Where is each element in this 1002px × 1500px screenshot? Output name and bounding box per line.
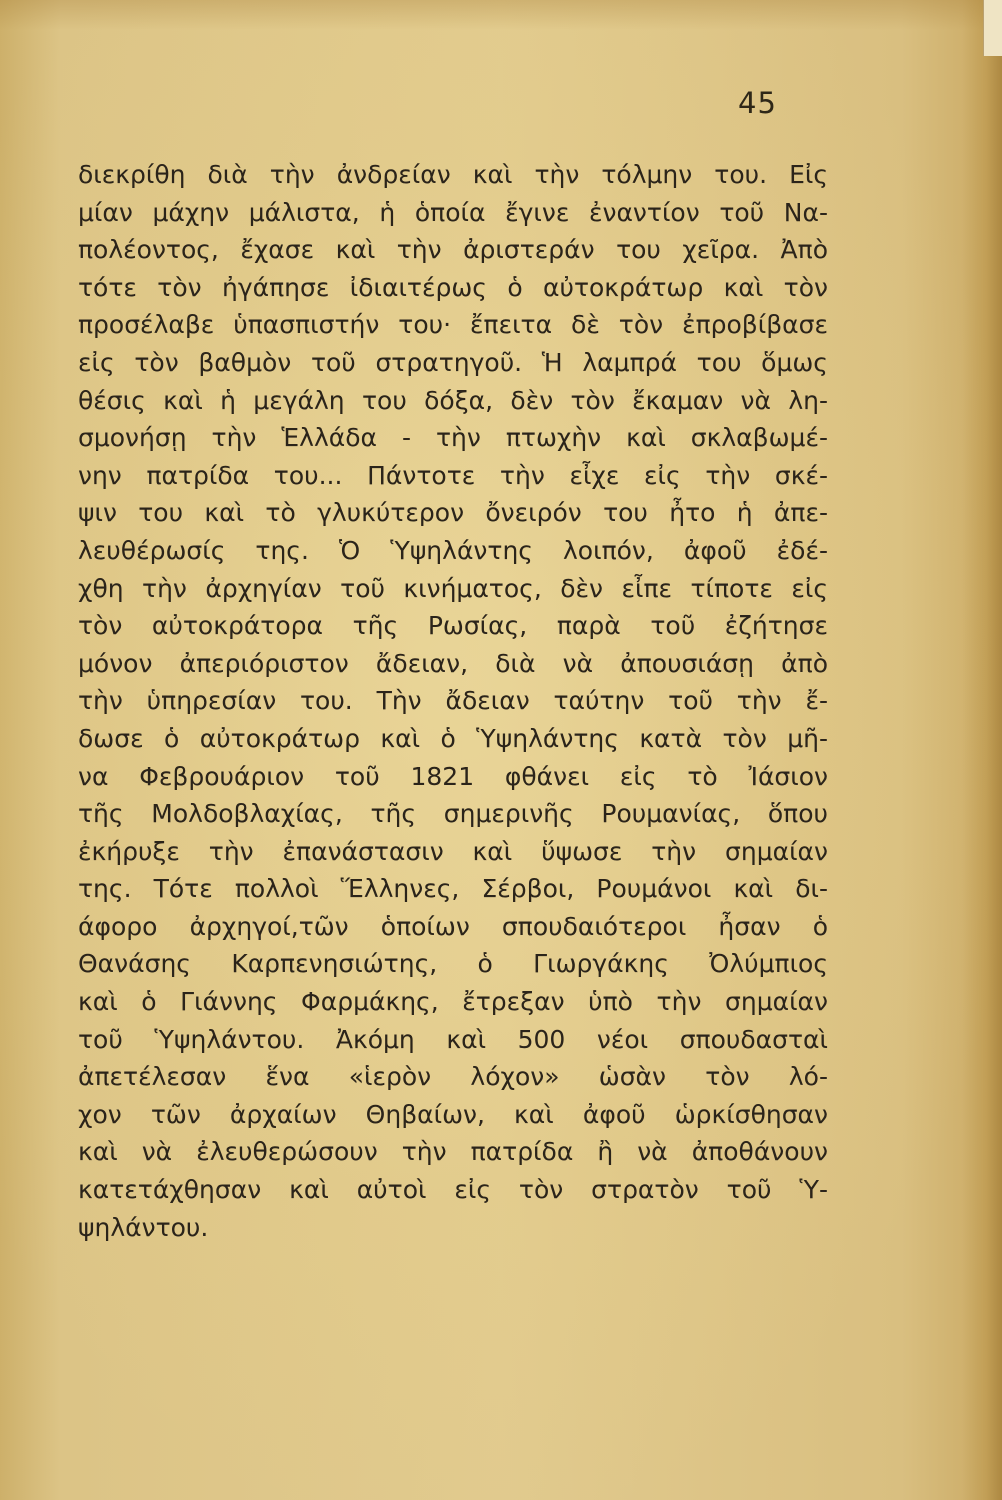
- text-line: λευθέρωσίς της. Ὁ Ὑψηλάντης λοιπόν, ἀφοῦ ἐδέ-: [78, 535, 828, 565]
- text-line: θέσις καὶ ἡ μεγάλη του δόξα, δὲν τὸν ἔκαμαν νὰ λη-: [78, 385, 828, 415]
- body-text: [78, 156, 828, 1246]
- text-line: καὶ νὰ ἐλευθερώσουν τὴν πατρίδα ἢ νὰ ἀποθάνουν: [78, 1137, 828, 1167]
- text-line: να Φεβρουάριον τοῦ 1821 φθάνει εἰς τὸ Ἰάσιον: [78, 761, 828, 791]
- text-line: τότε τὸν ἠγάπησε ἰδιαιτέρως ὁ αὐτοκράτωρ καὶ τὸν: [78, 272, 828, 302]
- text-line: δωσε ὁ αὐτοκράτωρ καὶ ὁ Ὑψηλάντης κατὰ τὸν μῆ-: [78, 723, 828, 753]
- text-line: κατετάχθησαν καὶ αὐτοὶ εἰς τὸν στρατὸν τοῦ Ὑ-: [78, 1175, 828, 1205]
- text-line: χθη τὴν ἀρχηγίαν τοῦ κινήματος, δὲν εἶπε τίποτε εἰς: [78, 573, 828, 603]
- text-line: σμονήσῃ τὴν Ἑλλάδα - τὴν πτωχὴν καὶ σκλαβωμέ-: [78, 423, 828, 453]
- text-line: καὶ ὁ Γιάννης Φαρμάκης, ἔτρεξαν ὑπὸ τὴν σημαίαν: [78, 987, 828, 1017]
- text-line: άφορο ἀρχηγοί,τῶν ὁποίων σπουδαιότεροι ἦσαν ὁ: [78, 911, 828, 941]
- text-line: της. Τότε πολλοὶ Ἕλληνες, Σέρβοι, Ρουμάνοι καὶ δι-: [78, 874, 828, 904]
- text-line: τὸν αὐτοκράτορα τῆς Ρωσίας, παρὰ τοῦ ἐζήτησε: [78, 611, 828, 641]
- page-right-shadow: [962, 0, 1002, 1500]
- text-line: εἰς τὸν βαθμὸν τοῦ στρατηγοῦ. Ἡ λαμπρά του ὅμως: [78, 347, 828, 377]
- text-line: ἐκήρυξε τὴν ἐπανάστασιν καὶ ὕψωσε τὴν σημαίαν: [78, 836, 828, 866]
- text-line: ψηλάντου.: [78, 1212, 209, 1242]
- text-line: ψιν του καὶ τὸ γλυκύτερον ὄνειρόν του ἦτο ἡ ἀπε-: [78, 498, 828, 528]
- text-line: μίαν μάχην μάλιστα, ἡ ὁποία ἔγινε ἐναντίον τοῦ Να-: [78, 197, 828, 227]
- text-line: μόνον ἀπεριόριστον ἄδειαν, διὰ νὰ ἀπουσιάσῃ ἀπὸ: [78, 648, 828, 678]
- text-line: διεκρίθη διὰ τὴν ἀνδρείαν καὶ τὴν τόλμην του. Εἰς: [78, 160, 828, 189]
- page-number: 45: [738, 86, 777, 120]
- text-line: ἀπετέλεσαν ἕνα «ἱερὸν λόχον» ὡσὰν τὸν λό-: [78, 1062, 828, 1092]
- page-top-shadow: [0, 0, 1002, 30]
- text-line: τὴν ὑπηρεσίαν του. Τὴν ἄδειαν ταύτην τοῦ τὴν ἔ-: [78, 686, 828, 716]
- text-line: προσέλαβε ὑπασπιστήν του· ἔπειτα δὲ τὸν ἐπροβίβασε: [78, 310, 828, 340]
- text-line: χον τῶν ἀρχαίων Θηβαίων, καὶ ἀφοῦ ὡρκίσθησαν: [78, 1099, 828, 1129]
- text-line: νην πατρίδα του... Πάντοτε τὴν εἶχε εἰς τὴν σκέ-: [78, 460, 828, 490]
- text-line: τοῦ Ὑψηλάντου. Ἀκόμη καὶ 500 νέοι σπουδασταὶ: [78, 1024, 828, 1054]
- page-corner-tab: [983, 0, 1002, 56]
- text-line: τῆς Μολδοβλαχίας, τῆς σημερινῆς Ρουμανίας, ὅπου: [78, 799, 828, 829]
- text-line: Θανάσης Καρπενησιώτης, ὁ Γιωργάκης Ὀλύμπιος: [78, 949, 828, 979]
- text-line: πολέοντος, ἔχασε καὶ τὴν ἀριστεράν του χεῖρα. Ἀπὸ: [78, 235, 828, 265]
